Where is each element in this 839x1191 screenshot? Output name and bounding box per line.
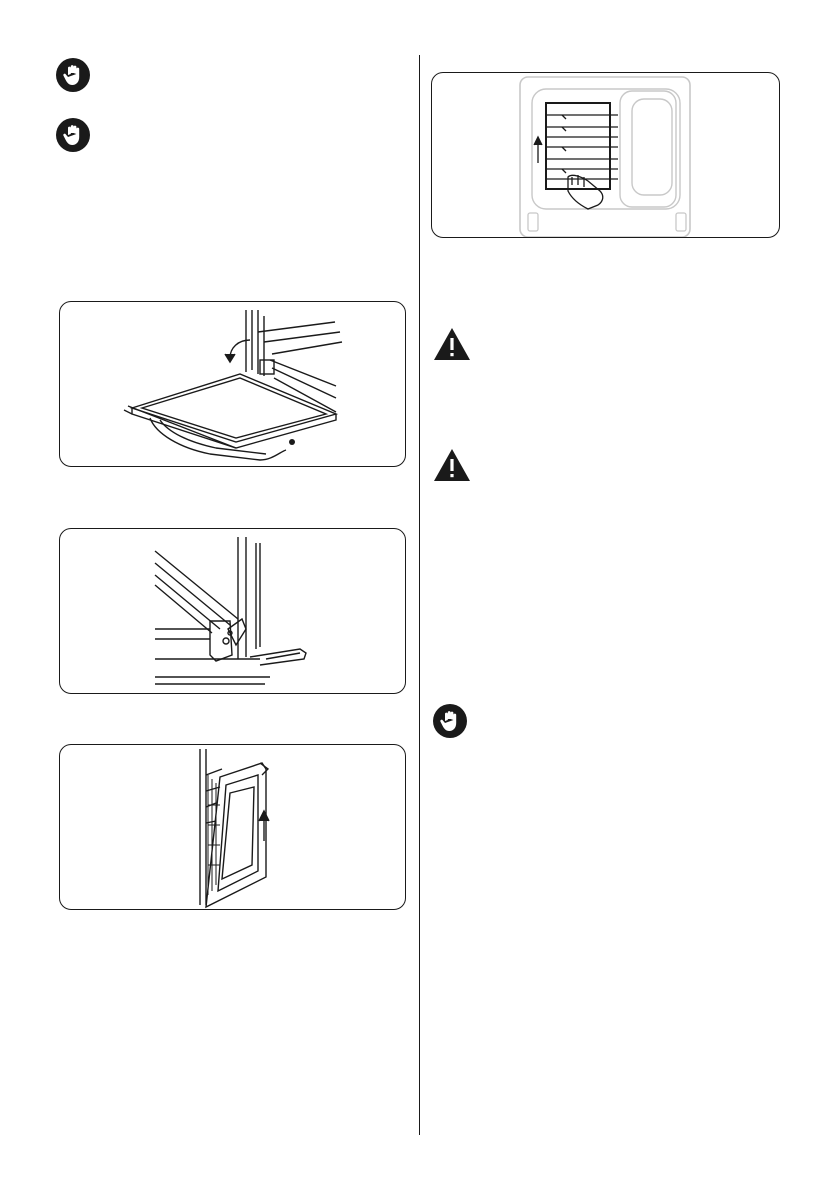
- column-divider: [419, 55, 420, 1135]
- hand-stop-icon: [56, 58, 90, 92]
- hand-stop-icon: [433, 704, 467, 738]
- warning-triangle-icon: [433, 448, 471, 482]
- figure-shelf-rail-removal: [431, 72, 780, 238]
- hand-stop-icon: [56, 118, 90, 152]
- warning-triangle-icon: [433, 327, 471, 361]
- figure-door-lift-out: [59, 744, 406, 910]
- figure-hinge-detail-closeup: [59, 528, 406, 694]
- figure-door-open-hinge-lever: [59, 301, 406, 467]
